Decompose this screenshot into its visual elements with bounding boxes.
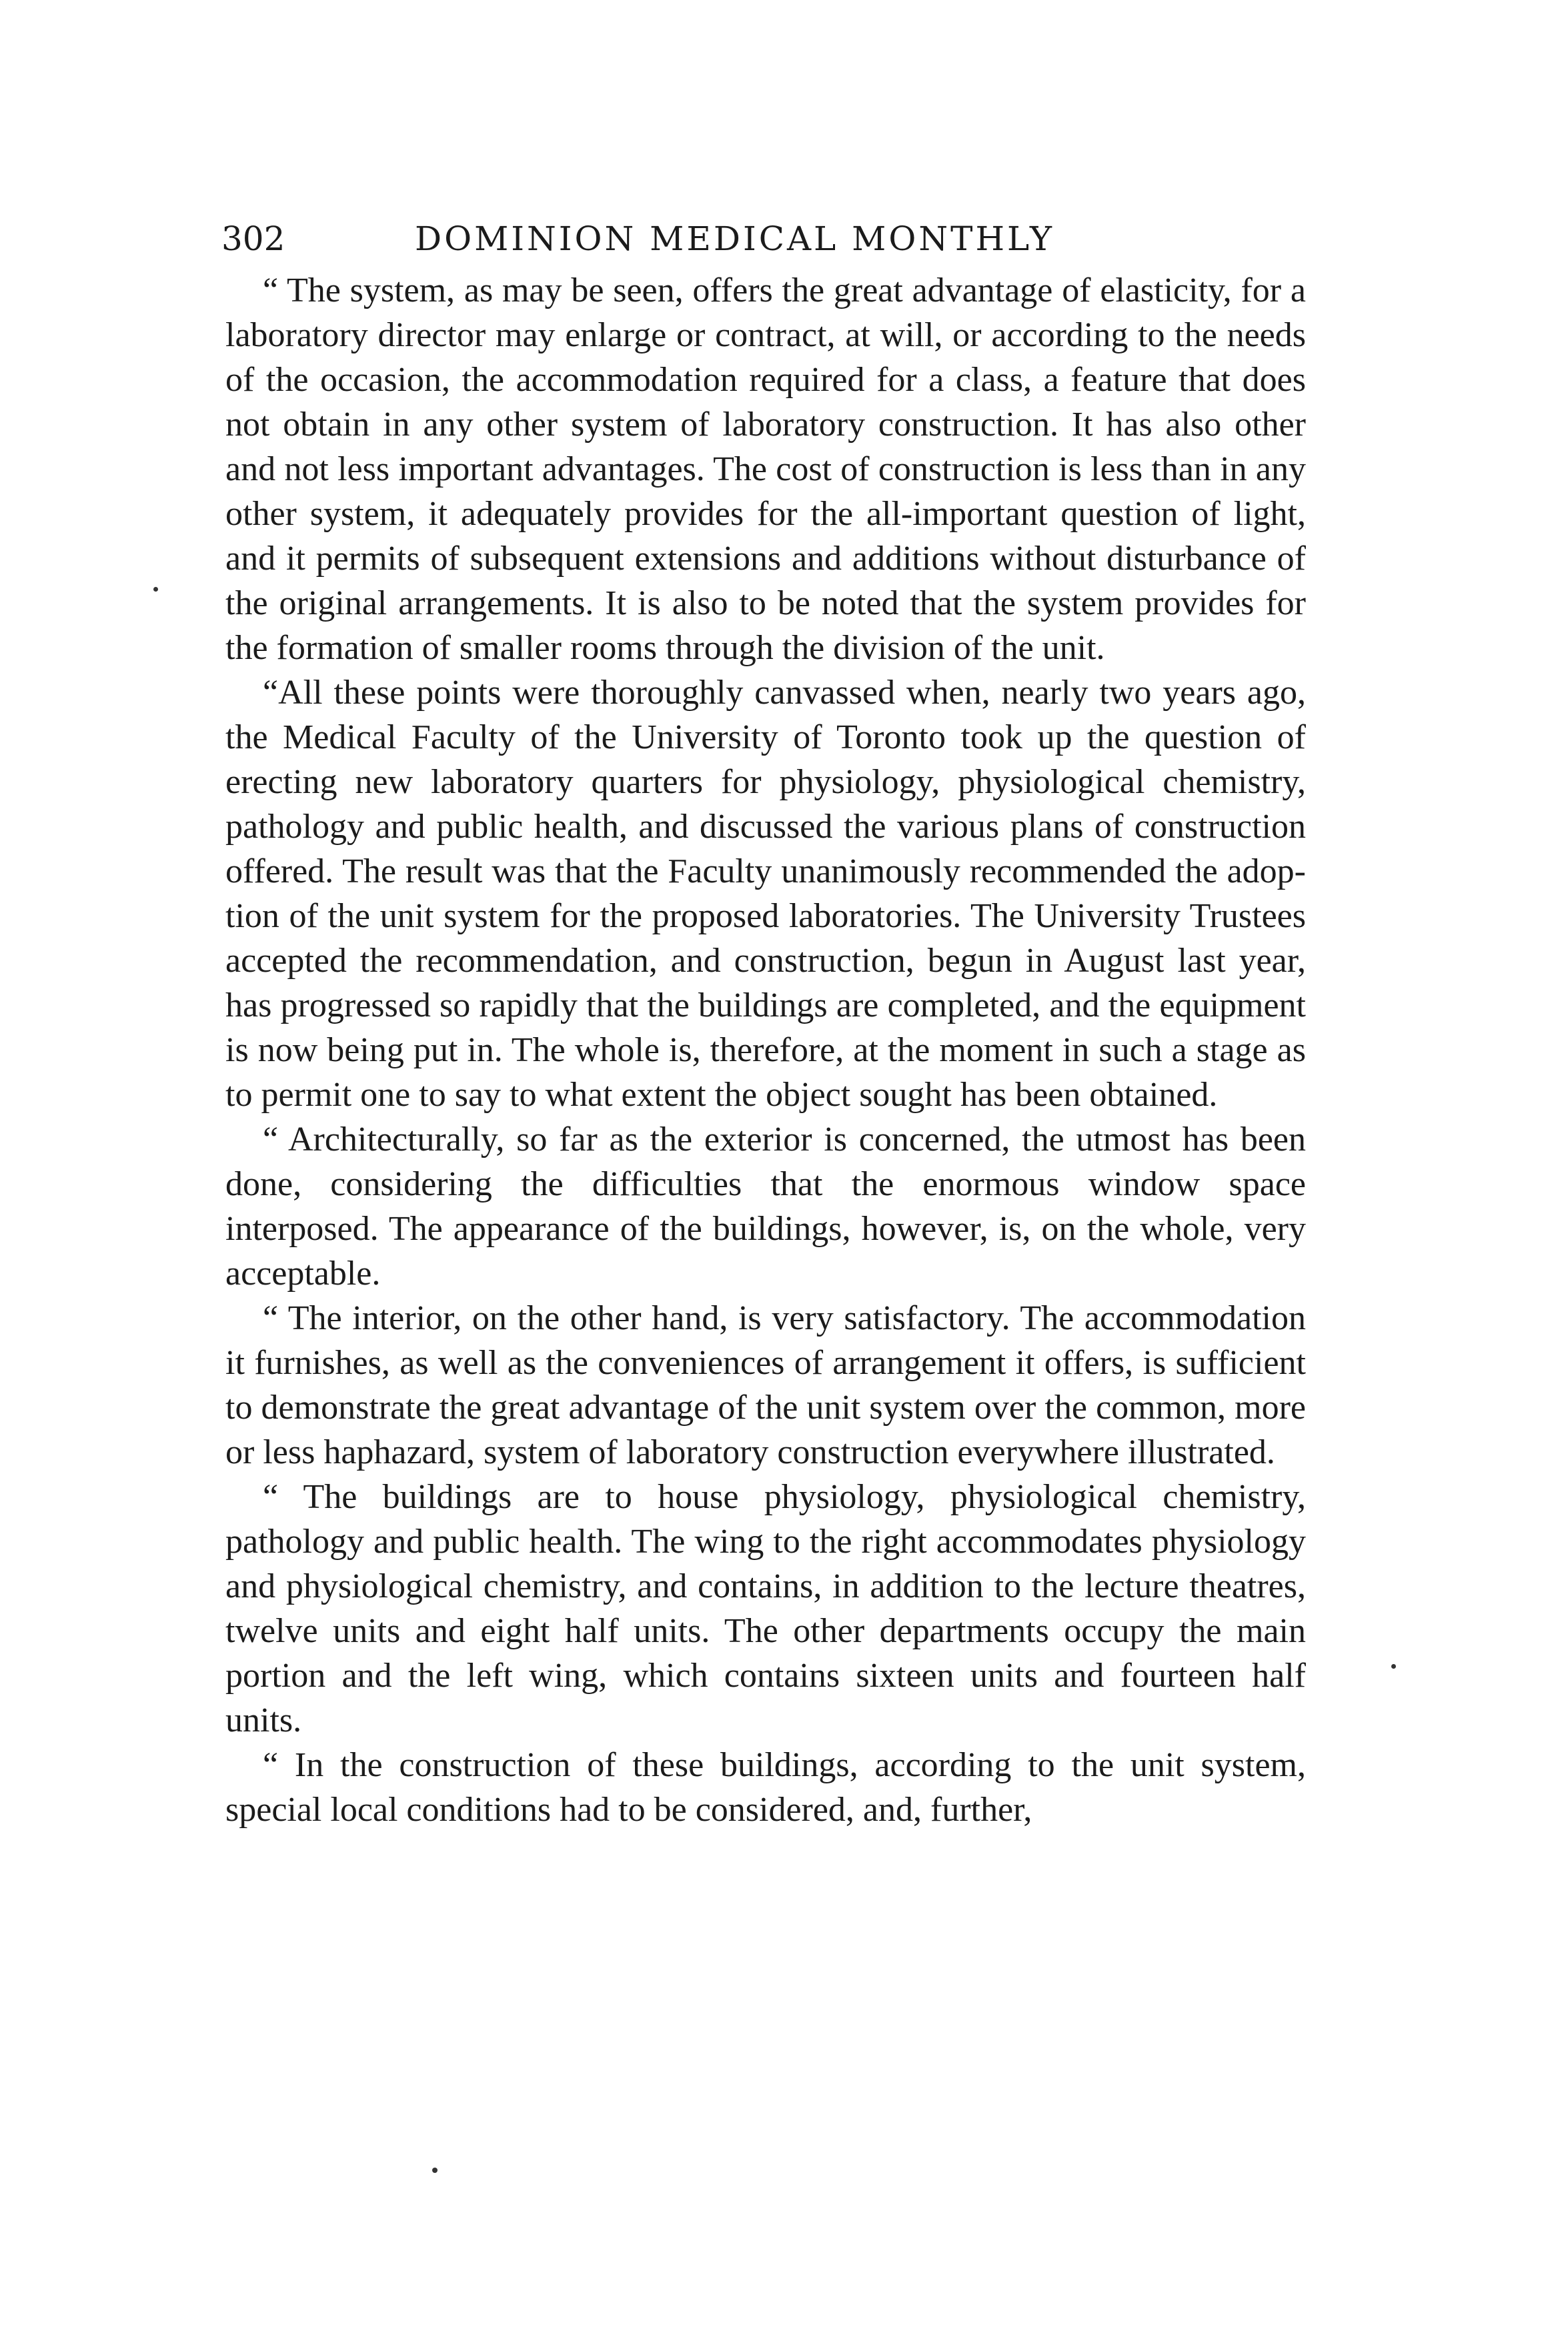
paragraph-construction: “ In the construction of these buildings, according to the unit system, special local conditions had to be considered, and, further, bbox=[225, 1746, 1306, 1829]
body-text bbox=[225, 268, 1306, 1832]
page-number: 302 bbox=[221, 219, 285, 258]
running-head bbox=[221, 212, 1289, 265]
paragraph-interior: “ The interior, on the other hand, is very satisfactory. The accommodation it furnishes, as well as the conveniences of arrangement it offers, is sufficient to demonstrate the great advantage of the unit system over the common, more or less haphazard, system of laboratory construction everywhere illustrated. bbox=[225, 1299, 1306, 1471]
paragraph-architecture: “ Architecturally, so far as the exterior is concerned, the utmost has been done, considering the difficulties that the enormous window space interposed. The appearance of the buildings, however, is, on the whole, very acceptable. bbox=[225, 1120, 1306, 1293]
scan-speck bbox=[432, 2168, 438, 2173]
paragraph-buildings-house: “ The buildings are to house physiology, physiological chemistry, pathology and public health. The wing to the right accommodates physiology and physiological chemistry, and contains, in addition to the lecture theatres, twelve units and eight half units. The other departments occupy the main portion and the left wing, which contains sixteen units and fourteen half units. bbox=[225, 1478, 1306, 1739]
paragraph-toronto-faculty: “All these points were thoroughly canvassed when, nearly two years ago, the Medical Faculty of the University of Toronto took up the question of erecting new laboratory quarters for physiology, physiological chemistry, pathology and public health, and discussed the various plans of construction offered. The result was that the Faculty unanimously recommended the adoption of the unit system for the proposed laboratories. The University Trustees accepted the recommendation, and construction, begun in August last year, has progressed so rapidly that the buildings are completed, and the equipment is now being put in. The whole is, therefore, at the moment in such a stage as to permit one to say to what extent the object sought has been obtained. bbox=[225, 674, 1306, 1114]
paragraph-system-advantages: “ The system, as may be seen, offers the great advantage of elasticity, for a laboratory director may enlarge or contract, at will, or according to the needs of the occasion, the accommodation required for a class, a feature that does not obtain in any other system of laboratory construction. It has also other and not less important advantages. The cost of construction is less than in any other system, it adequately provides for the all-important question of light, and it permits of subsequent extensions and additions without disturbance of the original arrangements. It is also to be noted that the system provides for the formation of smaller rooms through the division of the unit. bbox=[225, 271, 1306, 667]
scan-speck bbox=[1391, 1664, 1396, 1669]
journal-title: DOMINION MEDICAL MONTHLY bbox=[415, 219, 1055, 258]
scan-speck bbox=[153, 587, 158, 592]
